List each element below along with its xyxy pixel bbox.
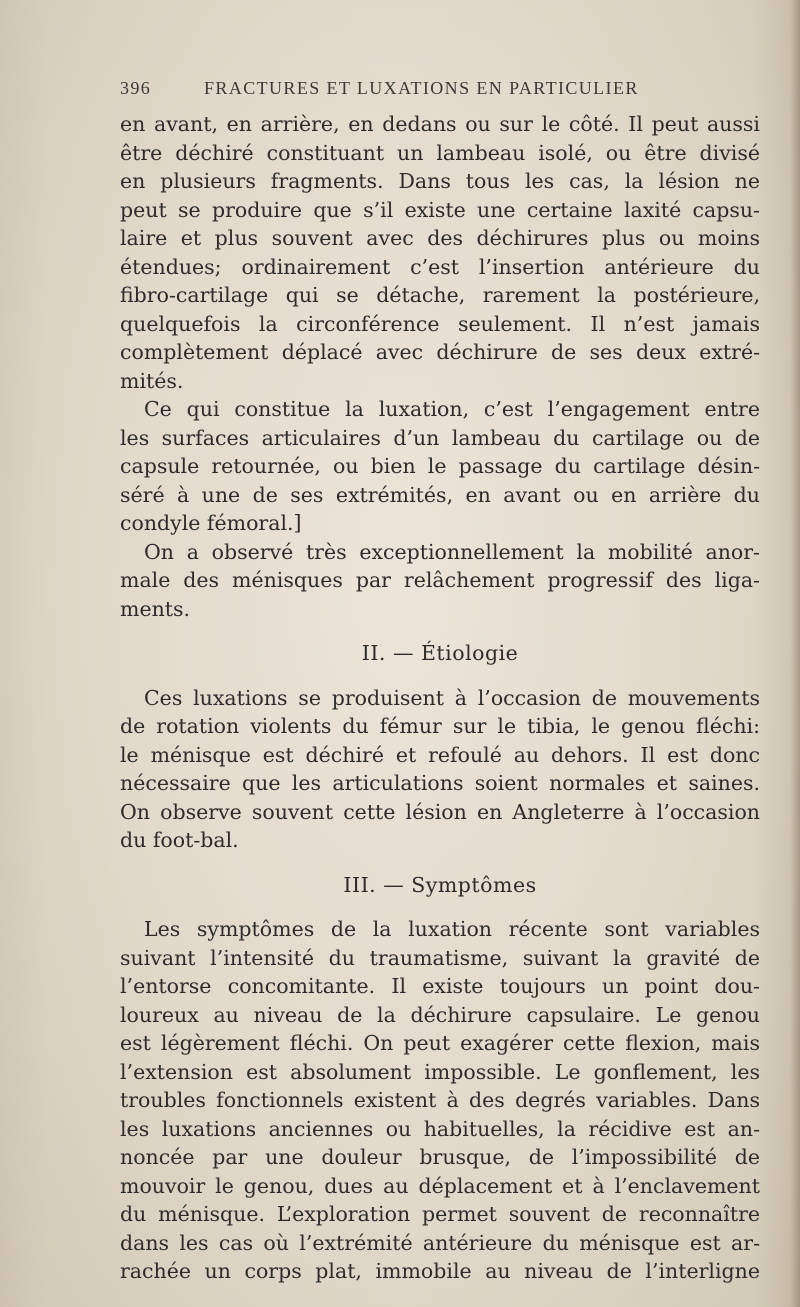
text-line: rachée un corps plat, immobile au niveau de l’interligne	[120, 1259, 760, 1283]
text-line: quelquefois la circonférence seulement. Il n’est jamais	[120, 311, 760, 336]
text-line: fibro-cartilage qui se détache, rarement la postérieure,	[120, 283, 760, 307]
text-line: capsule retournée, ou bien le passage du cartilage désin-	[120, 454, 760, 478]
text-line: Les symptômes de la luxation récente sont variables	[144, 917, 760, 941]
text-line: en plusieurs fragments. Dans tous les cas, la lésion ne	[120, 169, 760, 193]
section-heading-etiologie: II. — Étiologie	[361, 641, 519, 665]
text-line: condyle fémoral.]	[120, 511, 302, 535]
spacer	[120, 668, 760, 684]
text-line: nécessaire que les articulations soient normales et saines.	[120, 771, 760, 795]
text-line: Ce qui constitue la luxation, c’est l’engagement entre	[144, 397, 760, 421]
section-heading-symptomes: III. — Symptômes	[343, 872, 537, 897]
running-title: FRACTURES ET LUXATIONS EN PARTICULIER	[204, 78, 639, 98]
text-line: ments.	[120, 596, 191, 621]
text-line: laire et plus souvent avec des déchirures plus ou moins	[120, 226, 760, 250]
text-line: étendues; ordinairement c’est l’insertion antérieure du	[120, 254, 760, 279]
text-line: Ces luxations se produisent à l’occasion de mouvements	[144, 685, 760, 710]
text-line: peut se produire que s’il existe une certaine laxité capsu-	[120, 197, 760, 222]
text-line: mouvoir le genou, dues au déplacement et à l’enclavement	[120, 1173, 760, 1198]
text-line: mités.	[120, 368, 184, 393]
text-line: noncée par une douleur brusque, de l’impossibilité de	[120, 1145, 760, 1169]
text-line: du foot-bal.	[120, 828, 239, 852]
text-line: en avant, en arrière, en dedans ou sur le côté. Il peut aussi	[120, 112, 760, 136]
text-line: troubles fonctionnels existent à des degrés variables. Dans	[120, 1088, 760, 1112]
text-line: séré à une de ses extrémités, en avant ou en arrière du	[120, 482, 760, 507]
text-line: dans les cas où l’extrémité antérieure du ménisque est ar-	[120, 1230, 760, 1255]
running-head	[120, 78, 760, 104]
text-line: est légèrement fléchi. On peut exagérer cette flexion, mais	[120, 1031, 760, 1055]
text-line: du ménisque. L’exploration permet souvent de reconnaître	[120, 1202, 760, 1226]
text-line: de rotation violents du fémur sur le tibia, le genou fléchi:	[120, 714, 760, 738]
page-number: 396	[120, 78, 152, 98]
text-line: On a observé très exceptionnellement la mobilité anor-	[144, 539, 760, 564]
text-line: les luxations anciennes ou habituelles, la récidive est an-	[120, 1116, 760, 1141]
text-line: l’entorse concomitante. Il existe toujours un point dou-	[120, 974, 760, 998]
spacer	[120, 623, 760, 639]
text-line: les surfaces articulaires d’un lambeau du cartilage ou de	[120, 425, 760, 450]
spacer	[120, 855, 760, 871]
text-line: le ménisque est déchiré et refoulé au dehors. Il est donc	[120, 742, 760, 767]
text-line: suivant l’intensité du traumatisme, suivant la gravité de	[120, 945, 760, 970]
text-line: être déchiré constituant un lambeau isolé, ou être divisé	[120, 140, 760, 165]
text-line: complètement déplacé avec déchirure de ses deux extré-	[120, 340, 760, 364]
text-line: l’extension est absolument impossible. Le gonflement, les	[120, 1059, 760, 1084]
text-line: male des ménisques par relâchement progressif des liga-	[120, 568, 760, 592]
spacer	[120, 899, 760, 915]
text-line: loureux au niveau de la déchirure capsulaire. Le genou	[120, 1002, 760, 1027]
body-text	[120, 110, 760, 1286]
text-line: On observe souvent cette lésion en Angleterre à l’occasion	[120, 799, 760, 824]
